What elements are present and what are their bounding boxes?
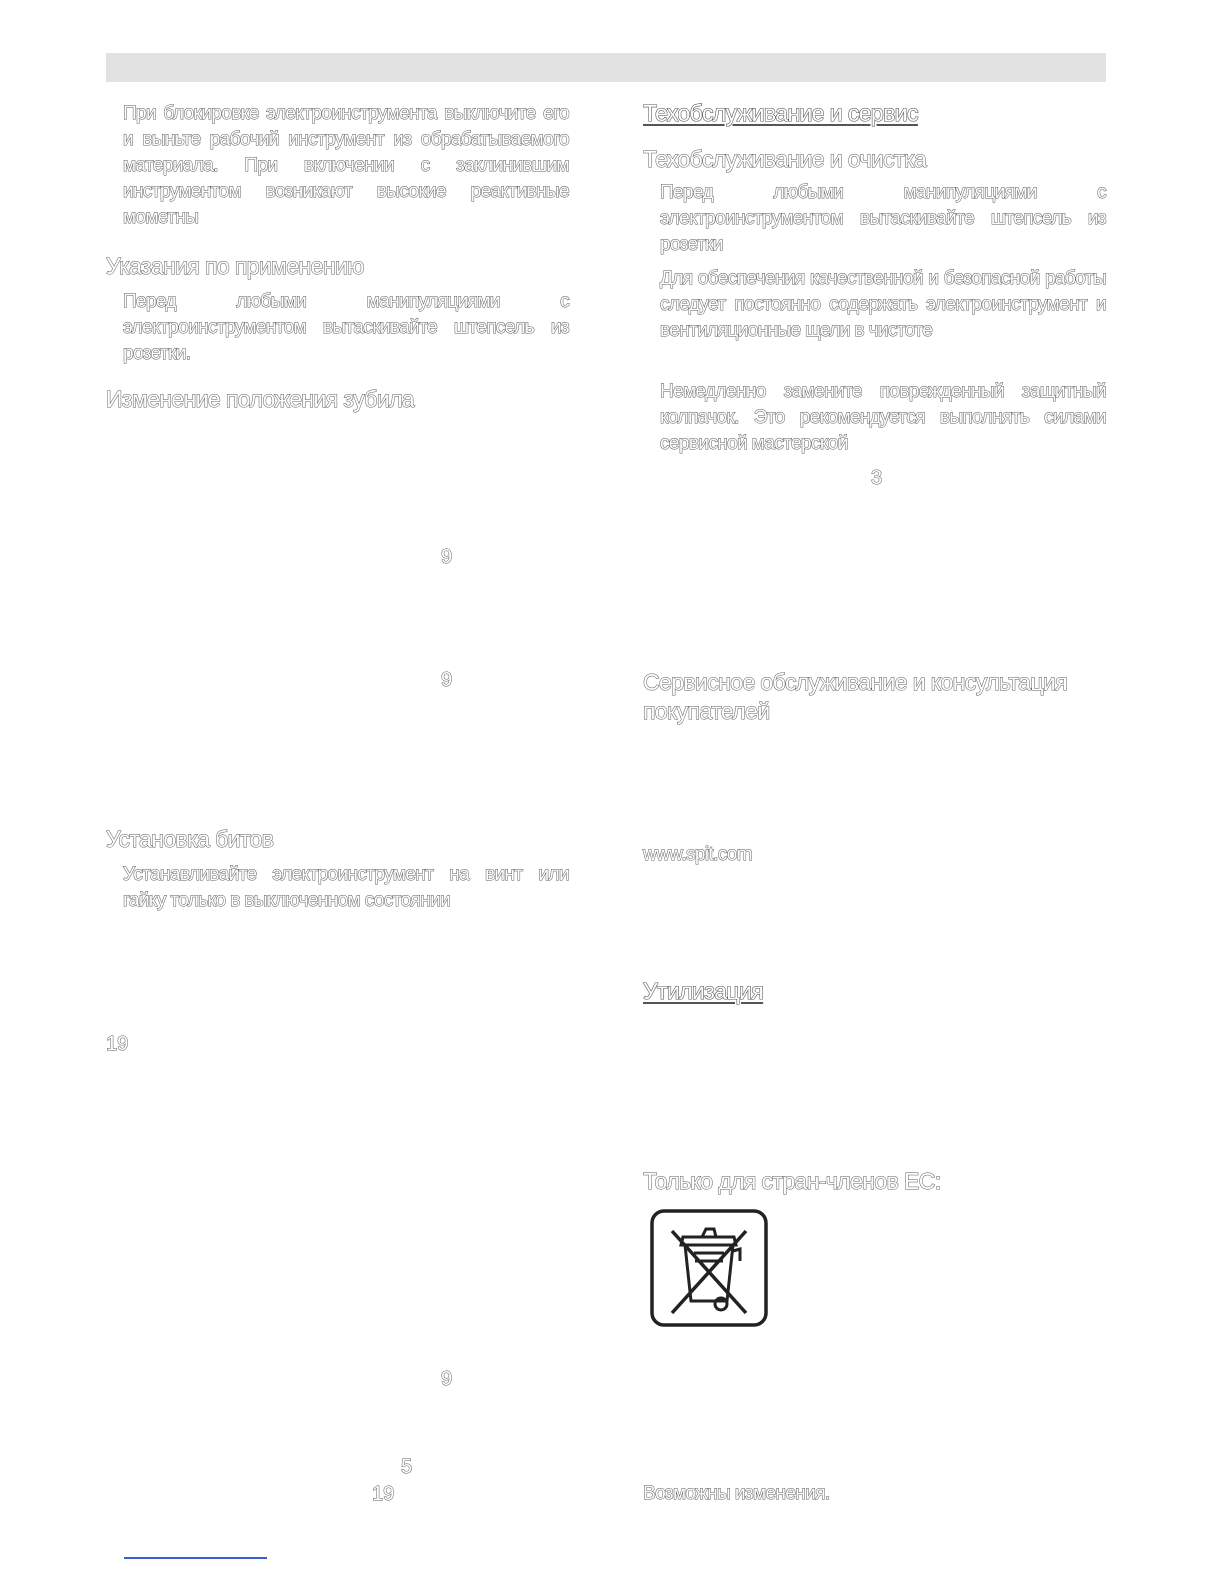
figure-ref: 9 xyxy=(441,669,453,691)
bits-heading: Установка битов xyxy=(106,826,274,852)
cleaning-warning: Перед любыми манипуляциями с электроинструментом вытаскивайте штепсель из розетки xyxy=(660,182,1106,255)
chisel-heading: Изменение положения зубила xyxy=(106,386,415,412)
usage-heading: Указания по применению xyxy=(106,253,364,279)
cleaning-note: Для обеспечения качественной и безопасной работы следует постоянно содержать электроинструмент и вентиляционные щели в чистоте xyxy=(660,268,1106,341)
header-band xyxy=(106,53,1106,82)
consult-heading: Сервисное обслуживание и консультация покупателей xyxy=(643,669,1068,724)
figure-ref: 9 xyxy=(441,546,453,568)
eu-heading: Только для стран-членов ЕС: xyxy=(643,1168,941,1194)
changes-note: Возможны изменения. xyxy=(643,1483,830,1504)
usage-warning: Перед любыми манипуляциями с электроинструментом вытаскивайте штепсель из розетки. xyxy=(123,291,569,364)
blocking-warning: При блокировке электроинструмента выключите его и выньте рабочий инструмент из обрабатываемого материала. При включении с заклинившим инструментом возникают высокие реактивные мометны xyxy=(123,103,569,228)
cleaning-heading: Техобслуживание и очистка xyxy=(643,146,927,172)
figure-ref: 19 xyxy=(372,1483,395,1505)
figure-ref: 19 xyxy=(106,1033,129,1055)
crossed-out-wheelie-bin-icon xyxy=(650,1209,768,1327)
website-link[interactable]: www.spit.com xyxy=(643,844,752,865)
bits-warning: Устанавливайте электроинструмент на винт или гайку только в выключенном состоянии xyxy=(123,864,569,911)
figure-ref: 5 xyxy=(401,1456,413,1478)
figure-ref: 3 xyxy=(871,467,883,489)
service-heading: Техобслуживание и сервис xyxy=(643,100,918,126)
cap-note: Немедленно замените поврежденный защитный колпачок. Это рекомендуется выполнять силами сервисной мастерской xyxy=(660,381,1106,454)
figure-ref: 9 xyxy=(441,1368,453,1390)
disposal-heading: Утилизация xyxy=(643,978,764,1004)
footer-link-underline xyxy=(124,1557,267,1559)
